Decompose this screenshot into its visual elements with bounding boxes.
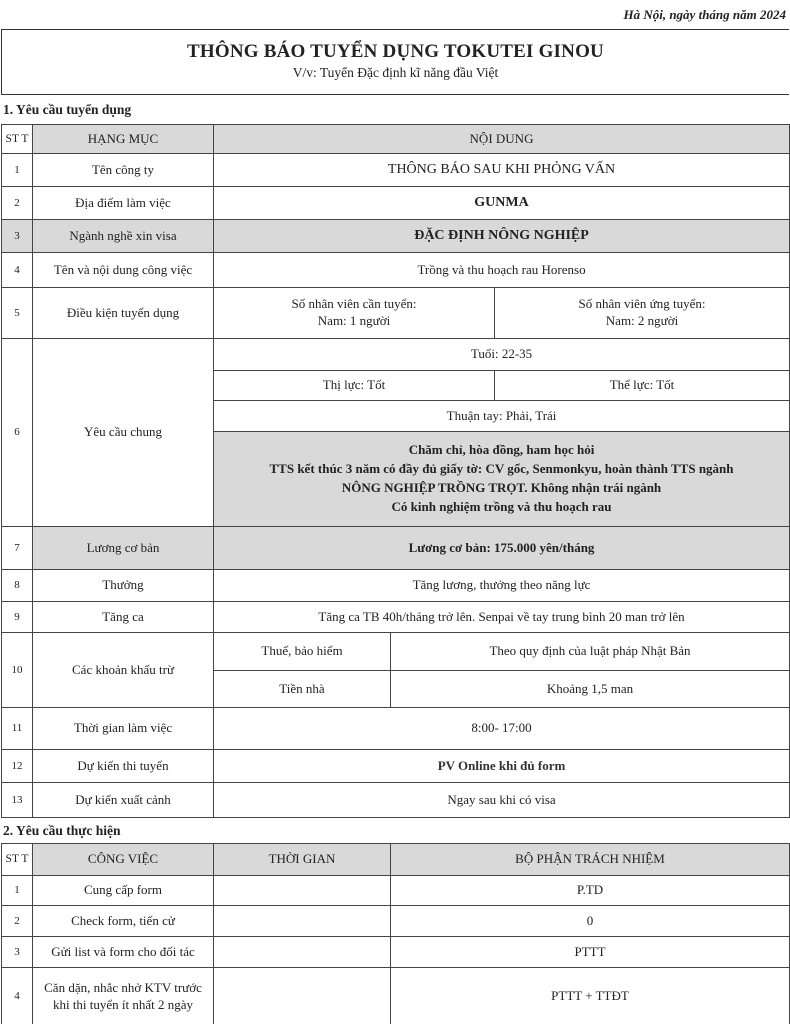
row-value: Tăng ca TB 40h/tháng trở lên. Senpai về tay trung bình 20 man trở lên — [214, 602, 790, 633]
row-value: 8:00- 17:00 — [214, 708, 790, 750]
table-row — [2, 339, 790, 371]
document-subtitle: V/v: Tuyển Đặc định kĩ năng đầu Việt — [292, 65, 499, 80]
deduction-value: Theo quy định của luật pháp Nhật Bản — [391, 633, 790, 671]
section-2-title: 2. Yêu cầu thực hiện — [3, 823, 121, 838]
row-value: GUNMA — [214, 187, 790, 220]
row-label: Dự kiến xuất cảnh — [33, 783, 214, 818]
row-value: ĐẶC ĐỊNH NÔNG NGHIỆP — [214, 220, 790, 253]
row-number: 10 — [2, 633, 33, 708]
deduction-value: Khoảng 1,5 man — [391, 671, 790, 708]
row-label: Ngành nghề xin visa — [33, 220, 214, 253]
header-content: NỘI DUNG — [214, 125, 790, 154]
table-row — [2, 288, 790, 339]
row-number: 12 — [2, 750, 33, 783]
row-value: Ngay sau khi có visa — [214, 783, 790, 818]
row-number: 9 — [2, 602, 33, 633]
dept-cell: 0 — [391, 906, 790, 937]
row-number: 2 — [2, 187, 33, 220]
dept-cell: P.TD — [391, 876, 790, 906]
row-number: 8 — [2, 570, 33, 602]
time-cell — [214, 876, 391, 906]
table-row — [2, 876, 790, 906]
row-value: Lương cơ bản: 175.000 yên/tháng — [214, 527, 790, 570]
row-number: 4 — [2, 968, 33, 1024]
table-row — [2, 968, 790, 1024]
row-number: 4 — [2, 253, 33, 288]
task-cell: Cung cấp form — [33, 876, 214, 906]
row-number: 13 — [2, 783, 33, 818]
requirement-line: NÔNG NGHIỆP TRỒNG TRỌT. Không nhận trái ngành — [341, 480, 662, 495]
table-row — [2, 708, 790, 750]
date-line: Hà Nội, ngày tháng năm 2024 — [623, 7, 786, 22]
task-cell: Căn dặn, nhắc nhở KTV trước khi thi tuyển ít nhất 2 ngày — [33, 968, 214, 1024]
section-1-title: 1. Yêu cầu tuyển dụng — [3, 102, 132, 117]
header-time: THỜI GIAN — [214, 844, 391, 876]
row-number: 6 — [2, 339, 33, 527]
table-row — [2, 750, 790, 783]
table-row — [2, 220, 790, 253]
header-task: CÔNG VIỆC — [33, 844, 214, 876]
row-label: Địa điểm làm việc — [33, 187, 214, 220]
row-number: 3 — [2, 220, 33, 253]
row-value: Trồng và thu hoạch rau Horenso — [214, 253, 790, 288]
general-requirements-text — [214, 432, 790, 527]
row-label: Yêu cầu chung — [33, 339, 214, 527]
row-label: Điều kiện tuyển dụng — [33, 288, 214, 339]
row-value: PV Online khi đủ form — [214, 750, 790, 783]
table-row — [2, 570, 790, 602]
requirement-line: Có kinh nghiệm trồng và thu hoạch rau — [391, 498, 612, 514]
row-label: Các khoản khấu trừ — [33, 633, 214, 708]
table-row — [2, 154, 790, 187]
time-cell — [214, 937, 391, 968]
handedness-requirement: Thuận tay: Phải, Trái — [214, 401, 790, 432]
task-cell: Check form, tiến cử — [33, 906, 214, 937]
row-label: Thưởng — [33, 570, 214, 602]
applicants-cell — [495, 288, 790, 339]
implementation-table — [1, 843, 790, 1024]
requirement-line: Chăm chỉ, hòa đồng, ham học hỏi — [408, 442, 595, 458]
title-block — [1, 29, 789, 95]
header-stt: ST T — [2, 125, 33, 154]
table-row — [2, 937, 790, 968]
row-number: 3 — [2, 937, 33, 968]
table-row — [2, 783, 790, 818]
header-item: HẠNG MỤC — [33, 125, 214, 154]
table-row — [2, 253, 790, 288]
row-label: Tên công ty — [33, 154, 214, 187]
row-number: 1 — [2, 154, 33, 187]
recruitment-requirements-table — [1, 124, 790, 818]
row-value: THÔNG BÁO SAU KHI PHỎNG VẤN — [214, 154, 790, 187]
row-number: 5 — [2, 288, 33, 339]
staff-needed-value: Nam: 1 người — [317, 313, 391, 328]
age-requirement: Tuổi: 22-35 — [214, 339, 790, 371]
row-number: 2 — [2, 906, 33, 937]
dept-cell: PTTT — [391, 937, 790, 968]
row-label: Dự kiến thi tuyển — [33, 750, 214, 783]
row-value: Tăng lương, thưởng theo năng lực — [214, 570, 790, 602]
row-label: Lương cơ bản — [33, 527, 214, 570]
header-stt: ST T — [2, 844, 33, 876]
strength-requirement: Thể lực: Tốt — [495, 371, 790, 401]
row-number: 1 — [2, 876, 33, 906]
applicants-value: Nam: 2 người — [605, 313, 679, 328]
deduction-label: Thuế, bảo hiểm — [214, 633, 391, 671]
task-cell: Gửi list và form cho đối tác — [33, 937, 214, 968]
table-row — [2, 527, 790, 570]
dept-cell: PTTT + TTĐT — [391, 968, 790, 1024]
vision-requirement: Thị lực: Tốt — [214, 371, 495, 401]
staff-needed-cell — [214, 288, 495, 339]
header-dept: BỘ PHẬN TRÁCH NHIỆM — [391, 844, 790, 876]
row-label: Tăng ca — [33, 602, 214, 633]
table-row — [2, 906, 790, 937]
row-number: 11 — [2, 708, 33, 750]
staff-needed-title: Số nhân viên cần tuyển: — [291, 296, 417, 312]
row-label: Thời gian làm việc — [33, 708, 214, 750]
table-row — [2, 602, 790, 633]
deduction-label: Tiền nhà — [214, 671, 391, 708]
row-label: Tên và nội dung công việc — [33, 253, 214, 288]
time-cell — [214, 906, 391, 937]
table-row — [2, 633, 790, 671]
document-title: THÔNG BÁO TUYỂN DỤNG TOKUTEI GINOU — [187, 41, 604, 62]
time-cell — [214, 968, 391, 1024]
requirement-line: TTS kết thúc 3 năm có đầy đủ giấy tờ: CV gốc, Senmonkyu, hoàn thành TTS ngành — [269, 461, 734, 477]
table-row — [2, 187, 790, 220]
applicants-title: Số nhân viên ứng tuyển: — [578, 296, 706, 312]
row-number: 7 — [2, 527, 33, 570]
